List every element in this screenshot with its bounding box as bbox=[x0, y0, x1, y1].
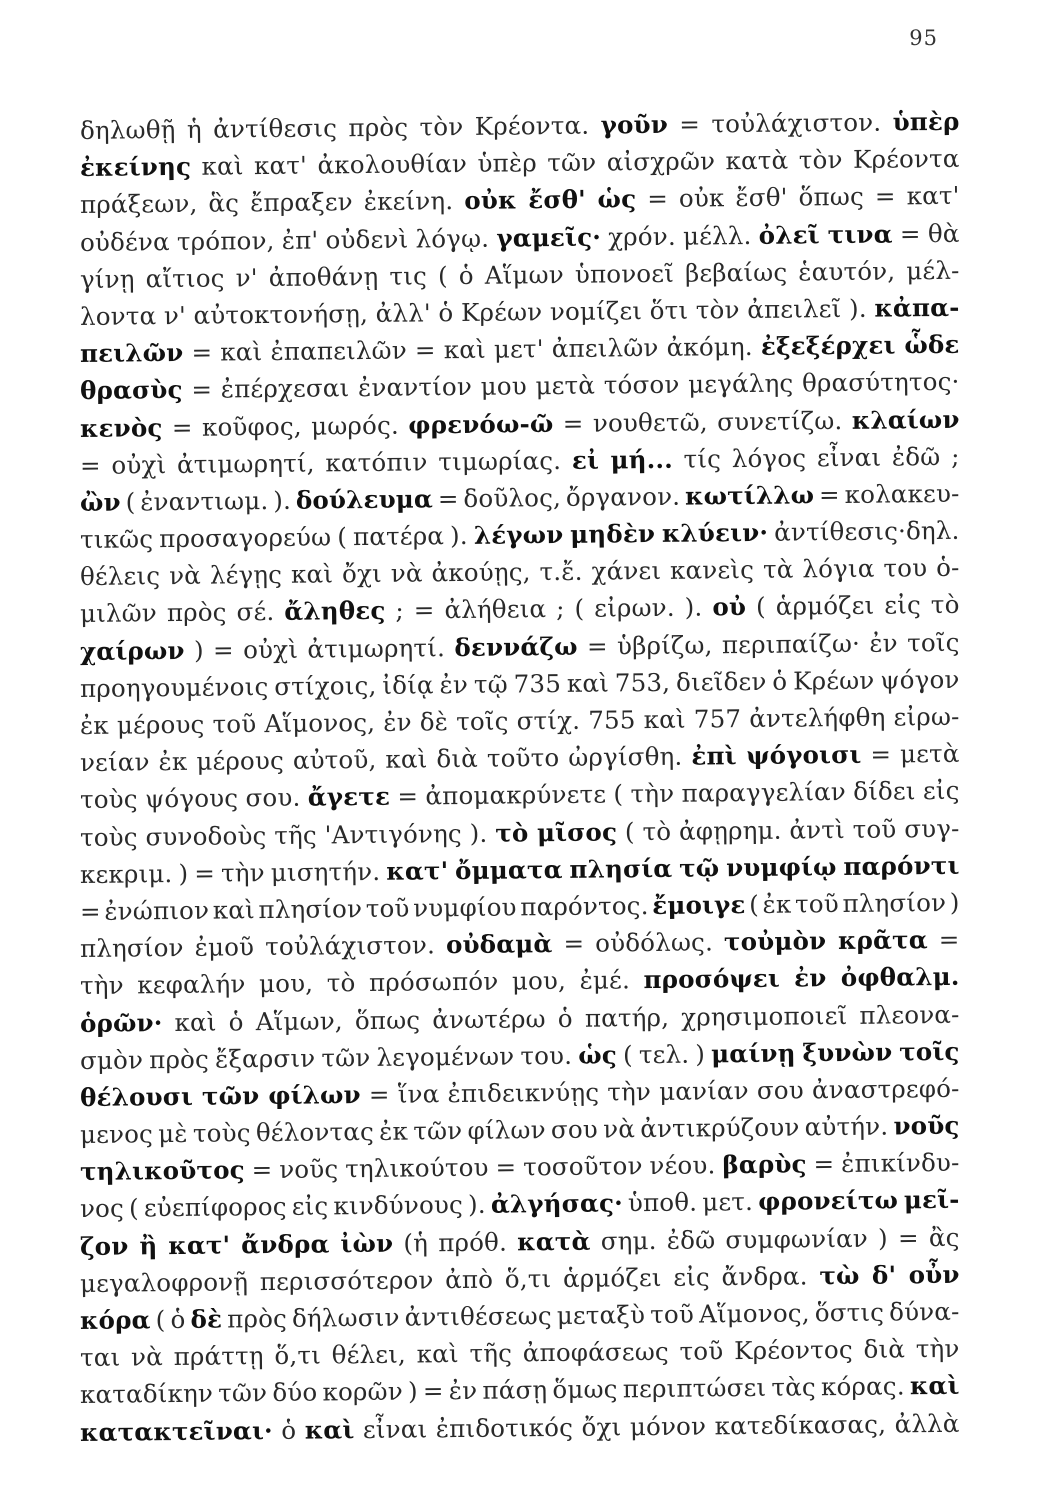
lemma-term: κόρα bbox=[79, 1305, 151, 1335]
gloss-text: ὁ bbox=[272, 1415, 305, 1445]
gloss-text: = ἐνώπιον καὶ πλησίον τοῦ νυμφίου παρόντος. bbox=[79, 890, 653, 926]
gloss-text: καὶ κατ' ἀκολουθίαν ὑπὲρ τῶν αἰσχρῶν κατὰ τὸν Κρέοντα bbox=[190, 143, 960, 182]
lemma-term: θέλουσι τῶν φίλων bbox=[79, 1079, 361, 1112]
lemma-term: ἐπὶ ψόγοισι bbox=[691, 740, 862, 771]
gloss-text: ὑποθ. μετ. bbox=[622, 1187, 759, 1218]
gloss-text: μεγαλοφρονῇ περισσότερον ἀπὸ ὅ,τι ἁρμόζει εἰς ἄνδρα. bbox=[79, 1261, 820, 1298]
lemma-term: τὸ μῖσος bbox=[495, 816, 618, 848]
lemma-term: δὲ bbox=[190, 1304, 223, 1334]
gloss-text: πράξεων, ἃς ἔπραξεν ἐκείνη. bbox=[79, 186, 465, 220]
lemma-term: καὶ bbox=[909, 1371, 960, 1401]
gloss-text: = κολακευ- bbox=[814, 478, 960, 510]
lemma-term: χαίρων bbox=[79, 635, 185, 666]
lemma-term: ἔμοιγε bbox=[652, 889, 746, 920]
lemma-term: εἰ μή... bbox=[571, 444, 674, 475]
lemma-term: μαίνῃ ξυνὼν τοῖς bbox=[711, 1036, 960, 1069]
lemma-term: νοῦς bbox=[893, 1110, 960, 1141]
lemma-term: γοῦν bbox=[600, 109, 669, 140]
gloss-text: = ἵνα ἐπιδεικνύῃς τὴν μανίαν σου ἀναστρεφό- bbox=[360, 1073, 960, 1109]
gloss-text: λοντα ν' αὐτοκτονήσῃ, ἀλλ' ὁ Κρέων νομίζει ὅτι τὸν ἀπειλεῖ ). bbox=[79, 293, 875, 331]
gloss-text: ἀντίθεσις·δηλ. bbox=[767, 515, 960, 547]
lemma-term: λέγων μηδὲν κλύειν· bbox=[473, 517, 769, 550]
gloss-text: τοὺς συνοδοὺς τῆς 'Αντιγόνης ). bbox=[79, 818, 496, 852]
lemma-term: τὼ δ' οὖν bbox=[819, 1259, 960, 1291]
gloss-text: πλησίον ἐμοῦ τοὐλάχιστον. bbox=[79, 930, 447, 964]
gloss-text: τικῶς προσαγορεύω ( πατέρα ). bbox=[79, 520, 475, 555]
gloss-text: = ἐπικίνδυ- bbox=[806, 1148, 960, 1179]
gloss-text: ) = οὐχὶ ἀτιμωρητί. bbox=[184, 632, 455, 665]
gloss-text: ( τελ. ) bbox=[616, 1039, 712, 1070]
gloss-text: καταδίκην τῶν δύο κορῶν ) = ἐν πάσῃ ὅμως περιπτώσει τὰς κόρας. bbox=[79, 1371, 911, 1410]
gloss-text: = ἀπομακρύνετε ( τὴν παραγγελίαν δίδει εἰς bbox=[389, 776, 960, 812]
lemma-term: ὡς bbox=[578, 1040, 618, 1070]
lemma-term: κατακτεῖναι· bbox=[79, 1415, 273, 1447]
lemma-term: κλαίων bbox=[851, 404, 960, 435]
lemma-term: τοὐμὸν κρᾶτα bbox=[723, 925, 928, 957]
gloss-text: ( ὁ bbox=[150, 1304, 191, 1335]
gloss-text: νείαν ἐκ μέρους αὐτοῦ, καὶ διὰ τοῦτο ὠργίσθη. bbox=[79, 741, 692, 778]
lemma-term: ὀλεῖ τινα bbox=[758, 219, 893, 250]
gloss-text: σημ. ἐδῶ συμφωνίαν ) = ἂς bbox=[590, 1222, 960, 1256]
gloss-text: εἶναι ἐπιδοτικός ὄχι μόνον κατεδίκασας, ἀλλὰ bbox=[354, 1408, 960, 1444]
lemma-term: ἐξεξέρχει ὧδε bbox=[760, 329, 960, 361]
gloss-text: καὶ ὁ Αἵμων, ὅπως ἀνωτέρω ὁ πατήρ, χρησιμοποιεῖ πλεονα- bbox=[162, 999, 960, 1037]
gloss-text: μενος μὲ τοὺς θέλοντας ἐκ τῶν φίλων σου νὰ ἀντικρύζουν αὐτήν. bbox=[79, 1111, 894, 1150]
gloss-text: μιλῶν πρὸς σέ. bbox=[79, 597, 285, 629]
lemma-term: ζον ἢ κατ' ἄνδρα ἰὼν bbox=[79, 1228, 394, 1261]
commentary-text bbox=[79, 106, 960, 1451]
gloss-text: ( ἐκ τοῦ πλησίον ) bbox=[745, 887, 960, 919]
lemma-term: κατ' ὄμματα πλησία τῷ νυμφίῳ παρόντι bbox=[386, 850, 960, 886]
lemma-term: οὐκ ἔσθ' ὡς bbox=[464, 184, 637, 216]
lemma-term: τηλικοῦτος bbox=[79, 1155, 245, 1187]
lemma-term: δεννάζω bbox=[454, 631, 578, 662]
gloss-text: γίνῃ αἴτιος ν' ἀποθάνῃ τις ( ὁ Αἵμων ὑπονοεῖ βεβαίως ἑαυτόν, μέλ- bbox=[79, 255, 960, 294]
lemma-term: δούλευμα bbox=[295, 484, 434, 515]
gloss-text: ἐκ μέρους τοῦ Αἵμονος, ἐν δὲ τοῖς στίχ. 755 καὶ 757 ἀντελήφθη εἰρω- bbox=[79, 701, 960, 740]
lemma-term: θρασὺς bbox=[79, 375, 183, 406]
lemma-term: ἄληθες bbox=[284, 596, 386, 627]
lemma-term: ὢν bbox=[79, 487, 121, 517]
gloss-text: ται νὰ πράττῃ ὅ,τι θέλει, καὶ τῆς ἀποφάσεως τοῦ Κρέοντος διὰ τὴν bbox=[79, 1333, 960, 1373]
lemma-term: γαμεῖς· bbox=[496, 222, 602, 253]
gloss-text: προηγουμένοις στίχοις, ἰδίᾳ ἐν τῷ 735 καὶ 753, διεῖδεν ὁ Κρέων ψόγον bbox=[79, 664, 960, 703]
lemma-term: ἐκείνης bbox=[79, 152, 192, 183]
gloss-text: ( ἁρμόζει εἰς τὸ bbox=[745, 590, 960, 622]
gloss-text: = τοὐλάχιστον. bbox=[667, 107, 893, 139]
gloss-text: = καὶ ἐπαπειλῶν = καὶ μετ' ἀπειλῶν ἀκόμη. bbox=[183, 331, 762, 368]
gloss-text: τίς λόγος εἶναι ἐδῶ ; bbox=[672, 441, 960, 474]
gloss-text: δηλωθῇ ἡ ἀντίθεσις πρὸς τὸν Κρέοντα. bbox=[79, 110, 601, 145]
gloss-text: = οὐχὶ ἀτιμωρητί, κατόπιν τιμωρίας. bbox=[79, 445, 573, 480]
gloss-text: ; = ἀλήθεια ; ( εἰρων. ). bbox=[385, 592, 713, 626]
lemma-term: πειλῶν bbox=[79, 338, 184, 369]
lemma-term: προσόψει ἐν ὀφθαλμ. bbox=[643, 962, 960, 995]
gloss-text: νος ( εὐεπίφορος εἰς κινδύνους ). bbox=[79, 1190, 492, 1224]
gloss-text: ( τὸ ἀφῃρημ. ἀντὶ τοῦ συγ- bbox=[616, 813, 960, 846]
gloss-text: (ἡ πρόθ. bbox=[393, 1227, 518, 1258]
lemma-term: οὐ bbox=[712, 592, 747, 622]
gloss-text: οὐδένα τρόπον, ἐπ' οὐδενὶ λόγῳ. bbox=[79, 223, 497, 257]
lemma-term: ἄγετε bbox=[307, 782, 391, 812]
lemma-term: κωτίλλω bbox=[684, 480, 815, 511]
gloss-text: κεκριμ. ) = τὴν μισητήν. bbox=[79, 856, 387, 889]
gloss-text: σμὸν πρὸς ἔξαρσιν τῶν λεγομένων του. bbox=[79, 1040, 579, 1075]
lemma-term: κἀπα- bbox=[874, 292, 960, 323]
lemma-term: φρενόω-ῶ bbox=[408, 408, 554, 440]
lemma-term: φρονείτω μεῖ- bbox=[757, 1185, 960, 1217]
gloss-text: τοὺς ψόγους σου. bbox=[79, 782, 308, 815]
gloss-text: = κοῦφος, μωρός. bbox=[162, 410, 409, 442]
lemma-term: καὶ bbox=[304, 1414, 355, 1445]
gloss-text: = ἐπέρχεσαι ἐναντίον μου μετὰ τόσον μεγάλης θρασύτητος· bbox=[182, 367, 960, 405]
lemma-term: οὐδαμὰ bbox=[445, 929, 553, 960]
gloss-text: = ὑβρίζω, περιπαίζω· ἐν τοῖς bbox=[577, 627, 960, 661]
lemma-term: ἀλγήσας· bbox=[490, 1188, 623, 1220]
gloss-text: = μετὰ bbox=[861, 738, 960, 770]
gloss-text: = θὰ bbox=[892, 218, 960, 249]
page-number: 95 bbox=[909, 26, 938, 50]
gloss-text: χρόν. μέλλ. bbox=[600, 220, 759, 252]
gloss-text: = bbox=[927, 924, 960, 955]
gloss-text: = νοῦς τηλικούτου = τοσοῦτον νέου. bbox=[244, 1150, 723, 1185]
lemma-term: ὁρῶν· bbox=[79, 1007, 163, 1038]
gloss-text: ( ἐναντιωμ. ). bbox=[120, 485, 297, 517]
lemma-term: ὑπὲρ bbox=[892, 106, 960, 137]
gloss-text: = οὐδόλως. bbox=[552, 927, 725, 959]
gloss-text: τὴν κεφαλήν μου, τὸ πρόσωπόν μου, ἐμέ. bbox=[79, 965, 644, 1001]
gloss-text: = δοῦλος, ὄργανον. bbox=[432, 481, 686, 514]
gloss-text: πρὸς δήλωσιν ἀντιθέσεως μεταξὺ τοῦ Αἵμονος, ὅστις δύνα- bbox=[221, 1296, 960, 1334]
gloss-text: = οὐκ ἔσθ' ὅπως = κατ' bbox=[636, 181, 960, 214]
gloss-text: = νουθετῶ, συνετίζω. bbox=[553, 405, 852, 438]
gloss-text: θέλεις νὰ λέγῃς καὶ ὄχι νὰ ἀκούῃς, τ.ἔ. χάνει κανεὶς τὰ λόγια του ὁ- bbox=[79, 553, 960, 592]
lemma-term: κενὸς bbox=[79, 412, 163, 443]
lemma-term: βαρὺς bbox=[722, 1149, 807, 1180]
lemma-term: κατὰ bbox=[517, 1226, 591, 1257]
